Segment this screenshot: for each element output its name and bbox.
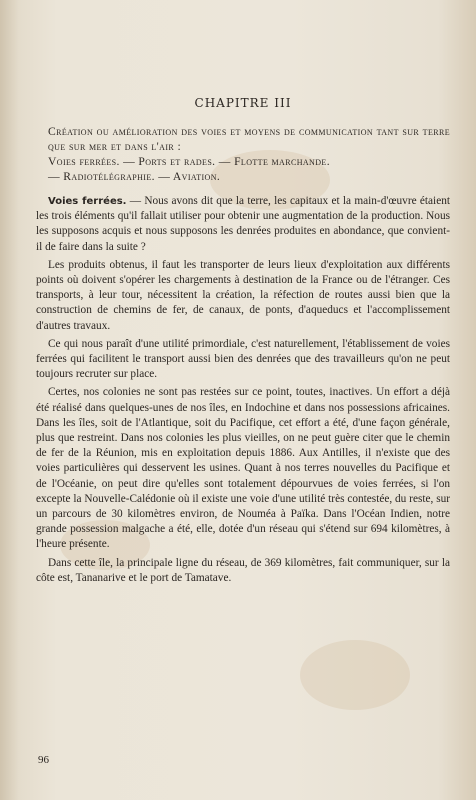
- paper-stain: [300, 640, 410, 710]
- subtitle-line: Voies ferrées. — Ports et rades. — Flotte marchande.: [48, 155, 330, 168]
- subtitle-line: — Radiotélégraphie. — Aviation.: [48, 170, 221, 183]
- chapter-heading: CHAPITRE III: [194, 96, 292, 110]
- paragraph: Certes, nos colonies ne sont pas restées sur ce point, toutes, inactives. Un effort a déjà été réalisé dans quelques-unes de nos îles, en Indochine et dans nos possessions africaines. Dans les îles, soit de l'Atlantique, soit du Pacifique, cet effort a été, d'une façon générale, plus que restreint. Dans nos colonies les plus vieilles, on ne peut guère citer que le chemin de fer de la Réunion, mis en exploitation depuis 1886. Aux Antilles, il n'existe que des voies particulières qui desservent les usines. Quant à nos terres nouvelles du Pacifique et de l'Océanie, on peut dire qu'elles sont totalement dépourvues de voies ferrées, si l'on excepte la Nouvelle-Calédonie où il existe une voie d'une utilité très contestée, du reste, sur un parcours de 30 kilomètres environ, de Nouméa à Païka. Dans l'Océan Indien, notre grande possession malgache a été, elle, dotée d'un réseau qui s'étend sur 694 kilomètres, à l'heure présente.: [36, 386, 450, 551]
- paragraph: Dans cette île, la principale ligne du réseau, de 369 kilomètres, fait communiquer, sur la côte est, Tananarive et le port de Tamatave.: [36, 556, 450, 584]
- subtitle-line: Création ou amélioration des voies et moyens de communication tant sur terre que sur mer et dans l'air :: [48, 125, 450, 153]
- section-lead: Voies ferrées.: [48, 196, 127, 207]
- paragraph: Ce qui nous paraît d'une utilité primordiale, c'est naturellement, l'établissement de voies ferrées qui facilitent le transport aussi bien des denrées que des travailleurs qu'on ne peut toujours recruter sur place.: [36, 337, 450, 381]
- paragraph: [36, 194, 450, 255]
- page-number: 96: [38, 754, 49, 766]
- paragraph: Les produits obtenus, il faut les transporter de leurs lieux d'exploitation aux différents points où doivent s'opérer les chargements à destination de la France ou de l'étranger. Ces transports, à leur tour, nécessitent la création, la réfection de routes aussi bien que la construction de chemins de fer, de canaux, de ponts, d'aqueducs et l'accomplissement d'autres travaux.: [36, 258, 450, 332]
- page-content: [36, 96, 450, 589]
- paragraph-text: — Nous avons dit que la terre, les capitaux et la main-d'œuvre étaient les trois éléments qu'il fallait utiliser pour obtenir une augmentation de la production. Nous les supposons acquis et nous supposons les denrées produites en abondance, que convient-il de faire dans la suite ?: [36, 195, 450, 253]
- chapter-subtitle: [36, 124, 450, 184]
